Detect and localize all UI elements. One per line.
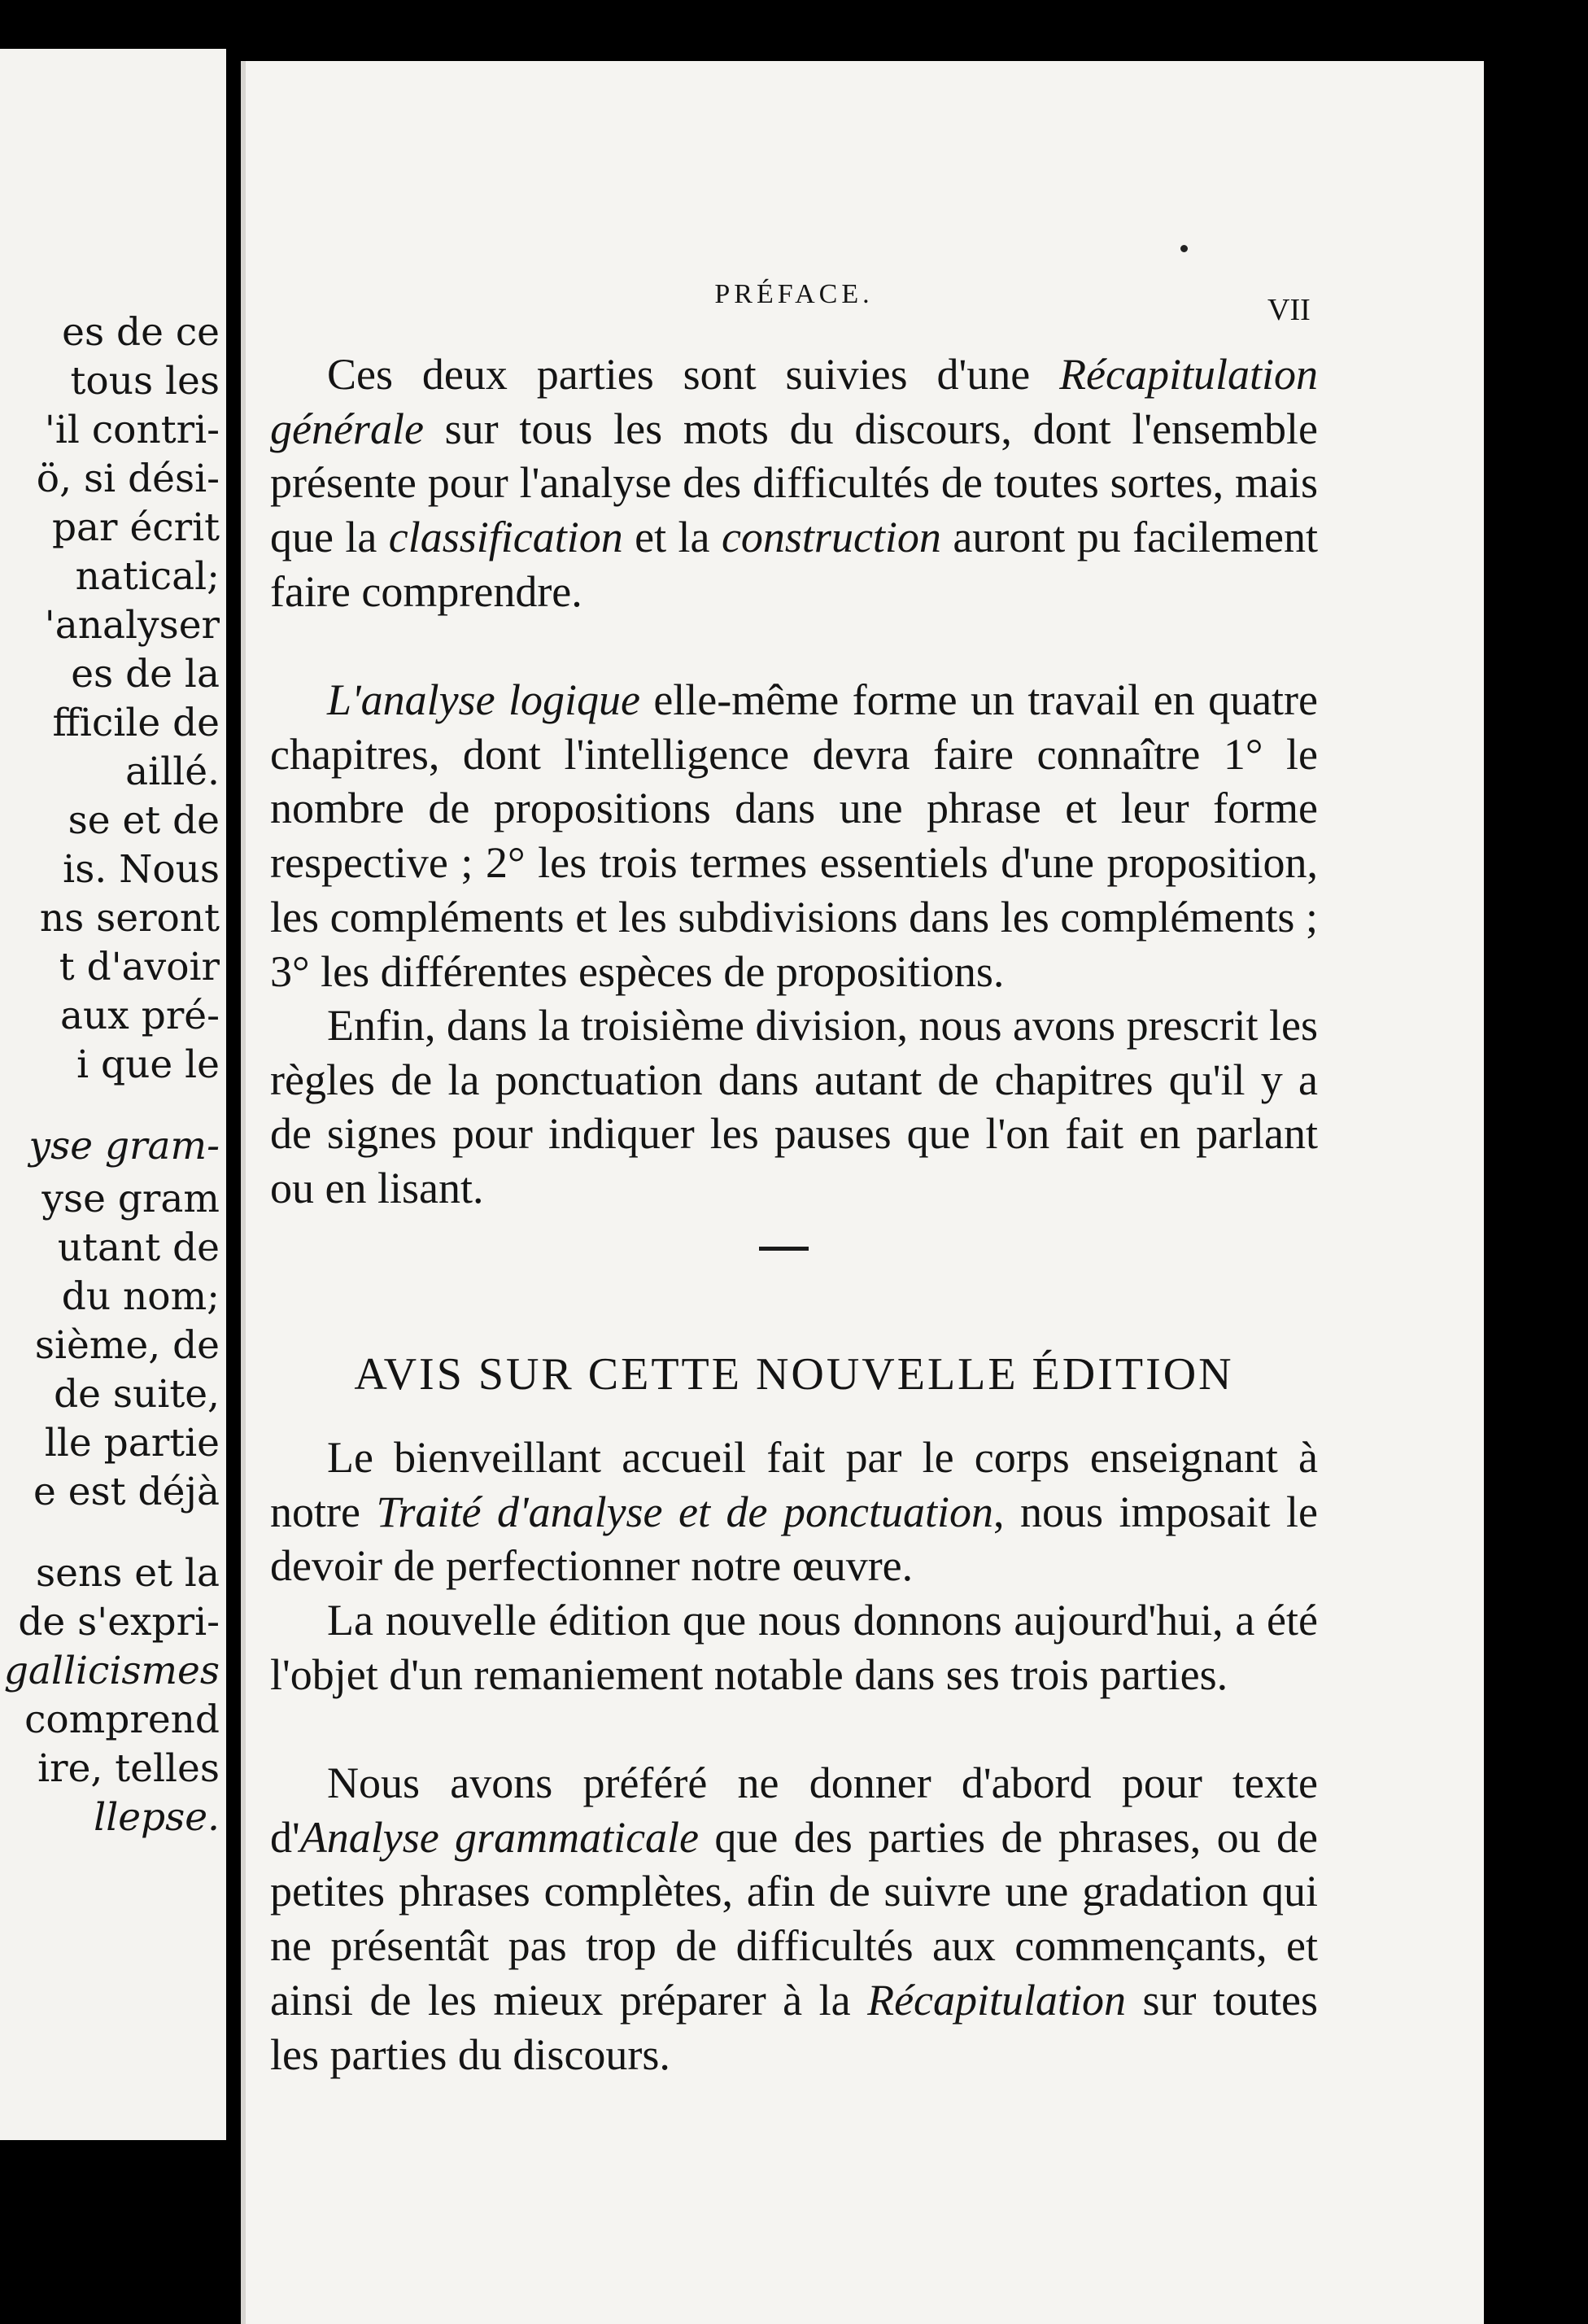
paragraph-analyse-logique: L'analyse logique elle-même forme un travail en quatre chapitres, dont l'intelligence devra faire connaître 1° le nombre de propositions dans une phrase et leur forme respective ; 2° les trois termes essentiels d'une proposition, les compléments et les subdivisions dans les compléments ; 3° les différentes espèces de propositions. — [270, 675, 1318, 996]
left-page-line: lle partie — [44, 1421, 220, 1466]
left-page-line: gallicismes — [3, 1649, 220, 1693]
ink-speck — [1180, 245, 1188, 252]
page-edge-shadow — [241, 61, 246, 2324]
left-page-line: de suite, — [54, 1372, 220, 1417]
section-title: AVIS SUR CETTE NOUVELLE ÉDITION — [354, 1349, 1234, 1400]
left-page-line: yse gram — [41, 1177, 220, 1221]
running-header: PRÉFACE. — [714, 279, 874, 309]
left-page-line: 'analyser — [44, 603, 220, 648]
left-page-line: es de la — [71, 652, 220, 697]
left-page-line: natical; — [75, 554, 220, 599]
left-page-line: ire, telles — [37, 1746, 220, 1791]
paragraph-nouvelle-edition: La nouvelle édition que nous donnons aujourd'hui, a été l'objet d'un remaniement notable dans ses trois parties. — [270, 1596, 1318, 1699]
left-page-line: sens et la — [36, 1551, 220, 1596]
left-page-line: aillé. — [125, 749, 220, 794]
paragraph-accueil: Le bienveillant accueil fait par le corps enseignant à notre Traité d'analyse et de ponctuation, nous imposait le devoir de perfectionner notre œuvre. — [270, 1433, 1318, 1591]
left-page-line: is. Nous — [63, 847, 220, 892]
left-page-line: utant de — [57, 1225, 220, 1270]
right-page — [241, 61, 1484, 2324]
left-page-line: es de ce — [62, 310, 220, 355]
left-page-line: fficile de — [52, 701, 220, 745]
page-number: VII — [1267, 293, 1311, 327]
left-page-line: comprend — [24, 1697, 220, 1742]
left-page-line: llepse. — [94, 1795, 220, 1840]
left-page-line: sième, de — [34, 1323, 220, 1368]
paragraph-ponctuation: Enfin, dans la troisième division, nous avons prescrit les règles de la ponctuation dans autant de chapitres qu'il y a de signes pour indiquer les pauses que l'on fait en parlant ou en lisant. — [270, 1001, 1318, 1213]
left-page-line: de s'expri- — [18, 1600, 220, 1645]
left-page-line: du nom; — [61, 1274, 220, 1319]
left-page-line: t d'avoir — [59, 945, 220, 989]
left-page-line: e est déjà — [33, 1470, 220, 1514]
left-page-line: 'il contri- — [44, 408, 220, 452]
left-page-line: par écrit — [51, 505, 220, 550]
paragraph-analyse-grammaticale: Nous avons préféré ne donner d'abord pour texte d'Analyse grammaticale que des parties de phrases, ou de petites phrases complètes, afin de suivre une gradation qui ne présentât pas trop de difficultés aux commençants, et ainsi de les mieux préparer à la Récapitulation sur toutes les parties du discours. — [270, 1758, 1318, 2079]
left-page-line: tous les — [70, 359, 220, 404]
left-page-line: se et de — [68, 798, 220, 843]
left-page-line: yse gram- — [28, 1124, 220, 1169]
left-page-line: ö, si dési- — [36, 456, 220, 501]
left-page-line: aux pré- — [60, 994, 220, 1038]
section-rule — [759, 1247, 809, 1251]
paragraph-recapitulation: Ces deux parties sont suivies d'une Récapitulation générale sur tous les mots du discours, dont l'ensemble présente pour l'analyse des difficultés de toutes sortes, mais que la classification et la construction auront pu facilement faire comprendre. — [270, 350, 1318, 616]
left-page-line: i que le — [76, 1042, 220, 1087]
left-page-line: ns seront — [39, 896, 220, 941]
left-page-fragment — [0, 49, 226, 2140]
